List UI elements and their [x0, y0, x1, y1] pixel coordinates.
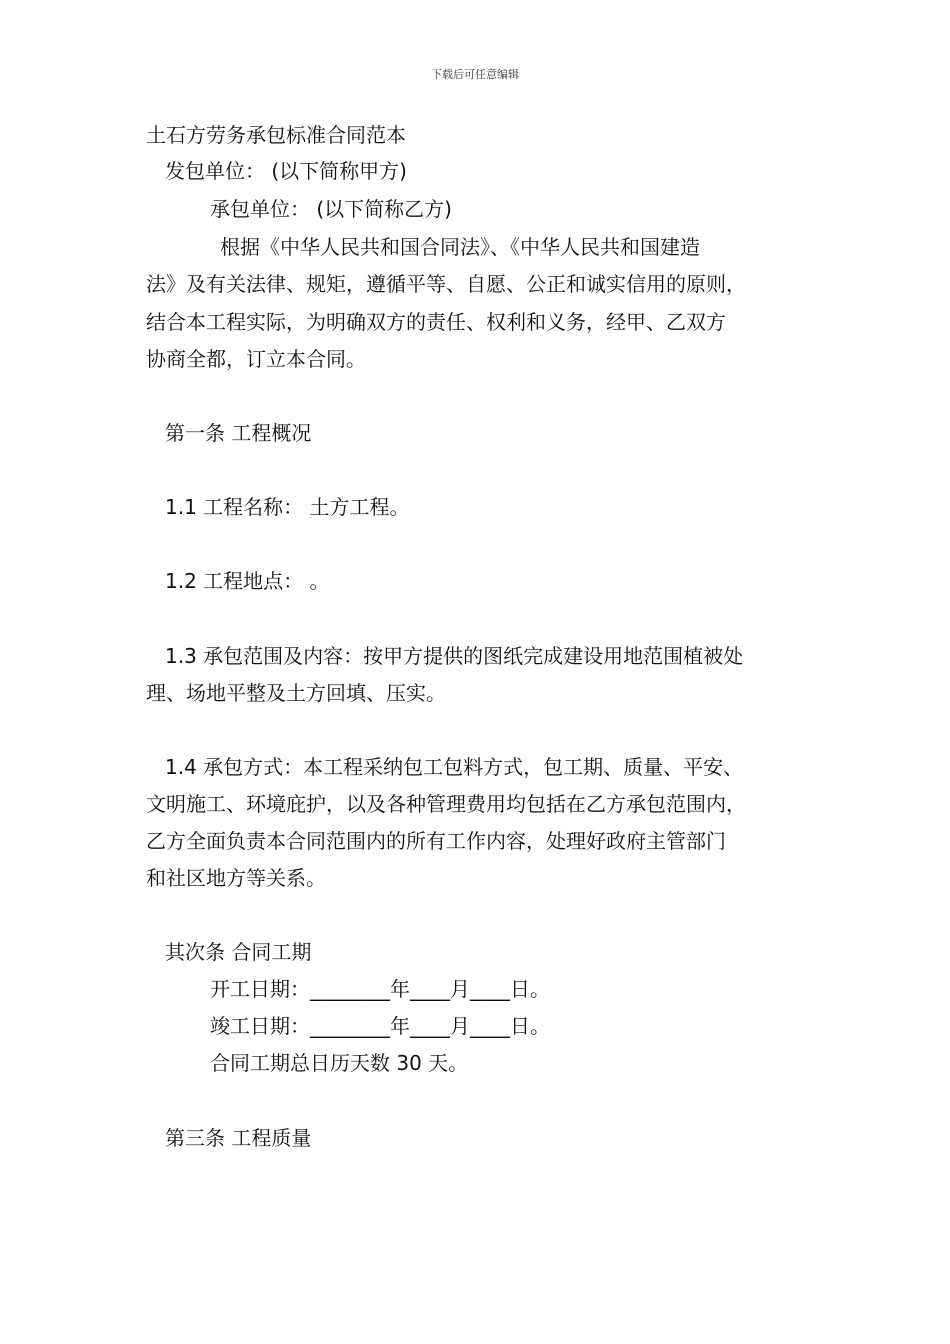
item-1-4-line-3: 乙方全面负责本合同范围内的所有工作内容，处理好政府主管部门 — [146, 829, 726, 853]
preamble-line-1: 根据《中华人民共和国合同法》、《中华人民共和国建造 — [220, 235, 700, 259]
total-days-line: 合同工期总日历天数 30 天。 — [210, 1051, 469, 1075]
preamble-line-2: 法》及有关法律、规矩，遵循平等、自愿、公正和诚实信用的原则， — [146, 272, 746, 296]
article-2-heading: 其次条 合同工期 — [165, 940, 312, 964]
article-1-heading: 第一条 工程概况 — [165, 421, 312, 445]
party-b-line: 承包单位： (以下简称乙方) — [210, 197, 452, 221]
item-1-4-line-1: 1.4 承包方式：本工程采纳包工包料方式，包工期、质量、平安、 — [165, 755, 744, 779]
preamble-line-3: 结合本工程实际，为明确双方的责任、权利和义务，经甲、乙双方 — [146, 310, 726, 334]
party-a-line: 发包单位： (以下简称甲方) — [165, 159, 407, 183]
item-1-4-line-4: 和社区地方等关系。 — [146, 866, 326, 890]
article-3-heading: 第三条 工程质量 — [165, 1126, 312, 1150]
document-title: 土石方劳务承包标准合同范本 — [146, 123, 406, 147]
preamble-line-4: 协商全都，订立本合同。 — [146, 347, 366, 371]
item-1-4-line-2: 文明施工、环境庇护，以及各种管理费用均包括在乙方承包范围内， — [146, 792, 746, 816]
header-note: 下载后可任意编辑 — [431, 68, 519, 81]
item-1-3-line-1: 1.3 承包范围及内容：按甲方提供的图纸完成建设用地范围植被处 — [165, 644, 744, 668]
item-1-1: 1.1 工程名称： 土方工程。 — [165, 495, 410, 519]
start-date-line: 开工日期：________年____月____日。 — [210, 977, 550, 1001]
item-1-2: 1.2 工程地点： 。 — [165, 569, 330, 593]
item-1-3-line-2: 理、场地平整及土方回填、压实。 — [146, 681, 446, 705]
end-date-line: 竣工日期：________年____月____日。 — [210, 1014, 550, 1038]
